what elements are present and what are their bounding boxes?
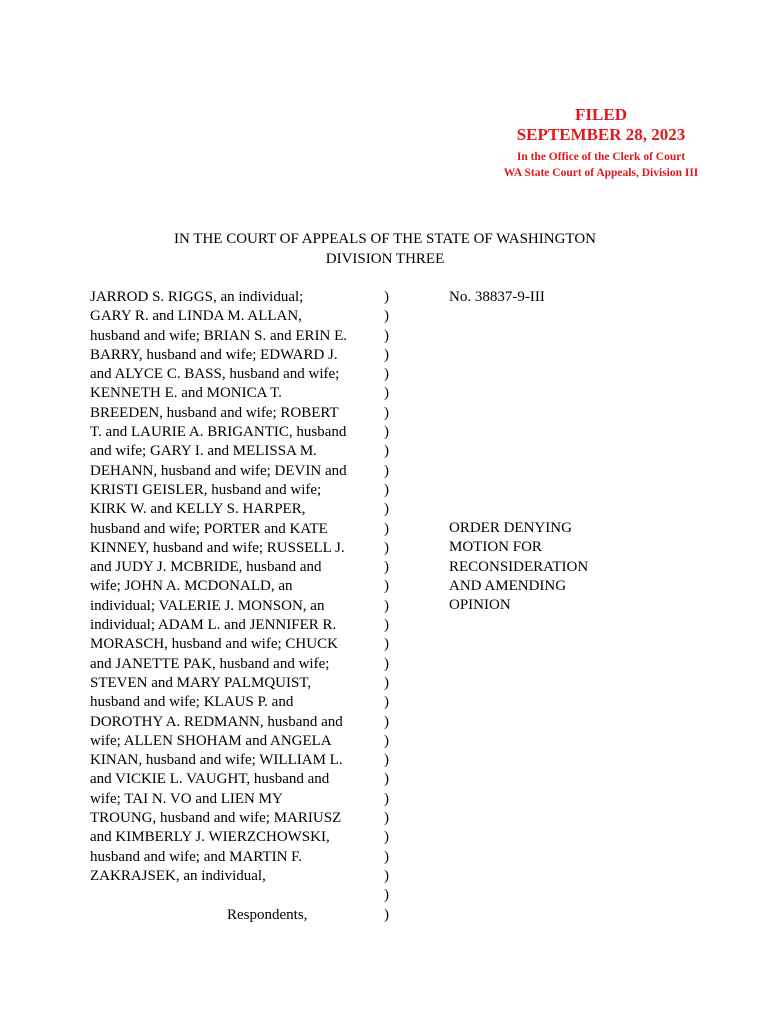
caption-parenthesis: ) [384,848,389,865]
caption-line: BARRY, husband and wife; EDWARD J. [90,346,338,363]
caption-parenthesis: ) [384,366,389,383]
caption-line: T. and LAURIE A. BRIGANTIC, husband [90,424,347,441]
order-title-line: ORDER DENYING [449,520,572,536]
caption-parenthesis: ) [384,308,389,325]
caption-parenthesis: ) [384,501,389,518]
caption-line: JARROD S. RIGGS, an individual; [90,289,304,305]
caption-line: and wife; GARY I. and MELISSA M. [90,443,317,460]
caption-line: individual; ADAM L. and JENNIFER R. [90,617,337,634]
caption-parenthesis: ) [384,597,389,614]
caption-line: and JANETTE PAK, husband and wife; [90,655,330,672]
filed-court: WA State Court of Appeals, Division III [503,167,699,179]
caption-parenthesis: ) [384,887,389,904]
caption-line: and ALYCE C. BASS, husband and wife; [90,366,340,383]
caption-parenthesis-column [384,288,396,925]
filed-stamp [470,105,732,181]
caption-line: KINAN, husband and wife; WILLIAM L. [90,752,343,769]
caption-parenthesis: ) [384,289,389,305]
caption-parenthesis: ) [384,424,389,441]
caption-parenthesis: ) [384,385,389,402]
caption-parenthesis: ) [384,520,389,537]
order-title-line: AND AMENDING [449,577,567,594]
case-number: No. 38837-9-III [449,289,545,305]
caption-parenthesis: ) [384,694,389,711]
caption-line: individual; VALERIE J. MONSON, an [90,597,325,614]
caption-line: DEHANN, husband and wife; DEVIN and [90,462,347,479]
caption-parenthesis: ) [384,732,389,749]
caption-line: husband and wife; PORTER and KATE [90,520,328,537]
caption-line: TROUNG, husband and wife; MARIUSZ [90,810,342,827]
caption-parenthesis: ) [384,655,389,672]
caption-parenthesis: ) [384,578,389,595]
court-division: DIVISION THREE [325,251,445,267]
court-heading [0,229,770,269]
caption-line: husband and wife; KLAUS P. and [90,694,294,711]
caption-line: wife; JOHN A. MCDONALD, an [90,578,293,595]
caption-parenthesis: ) [384,481,389,498]
caption-line [90,886,390,905]
case-caption-parties [90,288,390,925]
court-name: IN THE COURT OF APPEALS OF THE STATE OF WASHINGTON [174,231,596,247]
caption-parenthesis: ) [384,327,389,344]
caption-line: and KIMBERLY J. WIERZCHOWSKI, [90,829,330,846]
caption-parenthesis: ) [384,462,389,479]
caption-line: husband and wife; BRIAN S. and ERIN E. [90,327,348,344]
caption-line: and VICKIE L. VAUGHT, husband and [90,771,330,788]
caption-parenthesis: ) [384,752,389,769]
caption-parenthesis: ) [384,636,389,653]
caption-line: KENNETH E. and MONICA T. [90,385,282,402]
caption-parenthesis: ) [384,674,389,691]
caption-line: DOROTHY A. REDMANN, husband and [90,713,343,730]
filed-label: FILED [575,105,627,124]
caption-parenthesis: ) [384,906,389,923]
caption-line: KRISTI GEISLER, husband and wife; [90,481,322,498]
caption-line: and JUDY J. MCBRIDE, husband and [90,559,322,576]
caption-parenthesis: ) [384,443,389,460]
caption-parenthesis: ) [384,713,389,730]
caption-line: wife; ALLEN SHOHAM and ANGELA [90,732,332,749]
order-title-line: OPINION [449,597,511,614]
order-title [449,519,588,615]
caption-parenthesis: ) [384,867,389,884]
caption-line: STEVEN and MARY PALMQUIST, [90,674,312,691]
caption-parenthesis: ) [384,790,389,807]
caption-line: BREEDEN, husband and wife; ROBERT [90,404,339,421]
caption-parenthesis: ) [384,617,389,634]
caption-line: KIRK W. and KELLY S. HARPER, [90,501,306,518]
caption-line: ZAKRAJSEK, an individual, [90,867,266,884]
caption-line: MORASCH, husband and wife; CHUCK [90,636,338,653]
caption-line: KINNEY, husband and wife; RUSSELL J. [90,539,345,556]
caption-parenthesis: ) [384,810,389,827]
caption-parenthesis: ) [384,404,389,421]
order-title-line: RECONSIDERATION [449,558,589,575]
caption-parenthesis: ) [384,539,389,556]
caption-line: Respondents, [227,906,308,923]
caption-parenthesis: ) [384,559,389,576]
caption-parenthesis: ) [384,346,389,363]
filed-date: SEPTEMBER 28, 2023 [516,125,686,144]
caption-line: wife; TAI N. VO and LIEN MY [90,790,283,807]
caption-parenthesis: ) [384,829,389,846]
caption-line: husband and wife; and MARTIN F. [90,848,303,865]
filed-office: In the Office of the Clerk of Court [516,151,686,163]
caption-line: GARY R. and LINDA M. ALLAN, [90,308,302,325]
caption-parenthesis: ) [384,771,389,788]
order-title-line: MOTION FOR [449,539,542,556]
